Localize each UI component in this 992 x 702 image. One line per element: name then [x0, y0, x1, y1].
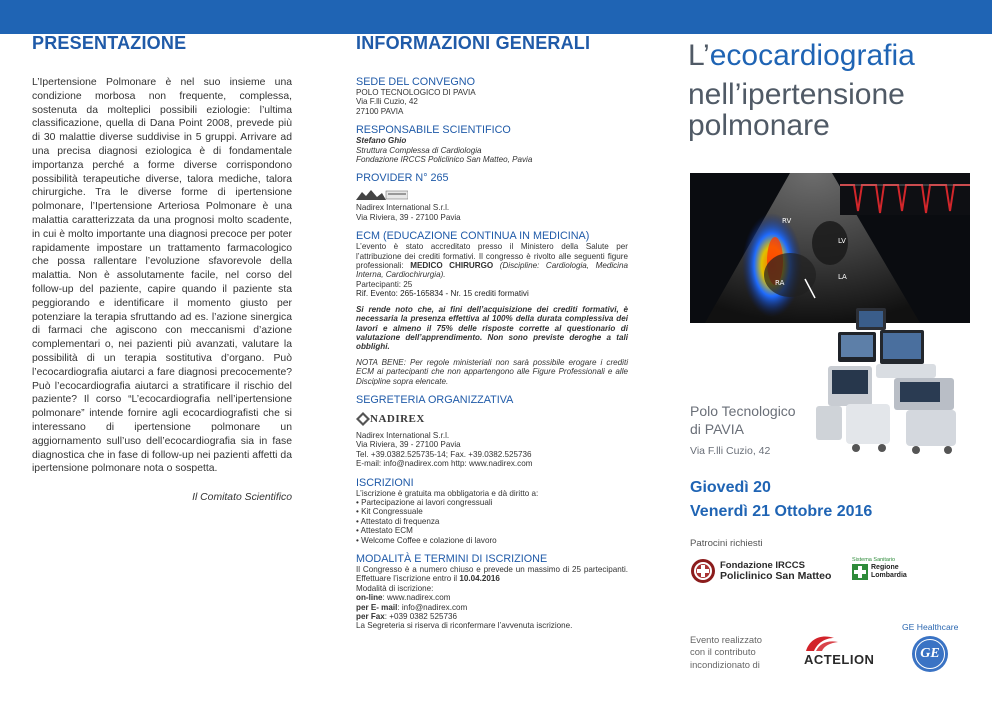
manager-line: Fondazione IRCCS Policlinico San Matteo, Pavia	[356, 155, 533, 165]
scientific-manager-section	[356, 124, 628, 164]
ge-healthcare-label: GE Healthcare	[902, 622, 959, 632]
list-item: • Welcome Coffee e colazione di lavoro	[356, 535, 497, 545]
event-dates	[690, 476, 872, 524]
actelion-swoosh-icon	[804, 634, 840, 652]
echo-label-rv: RV	[782, 217, 792, 225]
echocardiogram-image	[690, 173, 970, 323]
secretariat-line: Tel. +39.0382.525735-14; Fax. +39.0382.525736	[356, 449, 532, 459]
general-info-heading: INFORMAZIONI GENERALI	[356, 33, 591, 53]
cover-title: L’ecocardiografia	[688, 39, 915, 72]
nadirex-logo	[356, 409, 628, 429]
date-day-1: Giovedì 20	[690, 479, 771, 496]
fondazione-logo	[690, 558, 831, 584]
terms-line: Modalità di iscrizione:	[356, 583, 434, 593]
ecm-participants: Partecipanti: 25	[356, 279, 413, 289]
ecm-text: L’evento è stato accreditato presso il Ministero della Salute per l’attribuzione dei crediti formativi. Il congresso è rivolto alle seguenti figure professionali:	[356, 242, 628, 271]
ecm-notice: Si rende noto che, ai fini dell’acquisizione dei crediti formativi, è necessaria la presenza effettiva al 100% della durata complessiva dei lavori e almeno il 75% delle risposte corrette al questionario di valutazione dell’apprendimento. Non sono previste deroghe a tali obblighi.	[356, 304, 628, 352]
manager-line: Struttura Complessa di Cardiologia	[356, 145, 482, 155]
ecm-title: ECM (EDUCAZIONE CONTINUA IN MEDICINA)	[356, 230, 590, 243]
venue-line: Via F.lli Cuzio, 42	[356, 97, 418, 107]
secretariat-line: Via Riviera, 39 - 27100 Pavia	[356, 440, 461, 450]
provider-logo	[356, 187, 628, 201]
terms-title: MODALITÀ E TERMINI DI ISCRIZIONE	[356, 553, 548, 565]
registration-title: ISCRIZIONI	[356, 476, 414, 489]
terms-line: on-line: www.nadirex.com	[356, 593, 451, 603]
cover-title: polmonare	[688, 109, 830, 142]
terms-deadline: 10.04.2016	[459, 574, 500, 584]
fondazione-seal-icon	[690, 558, 716, 584]
date-day-2: Venerdì 21 Ottobre 2016	[690, 503, 873, 520]
ecm-paragraph	[356, 242, 628, 280]
ecm-nota-bene: NOTA BENE: Per regole ministeriali non sarà possibile erogare i crediti ECM ai partecipanti che non appartengono alle Figure Professionali e alle Discipline sopra elencate.	[356, 357, 628, 386]
patronage-label: Patrocini richiesti	[690, 538, 763, 549]
terms-section	[356, 553, 628, 631]
ecm-profession: MEDICO CHIRURGO	[410, 261, 494, 271]
regione-cross-icon	[852, 564, 868, 580]
venue-block	[690, 402, 840, 460]
actelion-text: ACTELION	[804, 652, 875, 667]
ecm-disciplines: (Discipline: Cardiologia, Medicina Interna, Cardiochirurgia).	[356, 261, 628, 280]
nadirex-logo-text: NADIREX	[370, 412, 425, 425]
terms-line: per Fax: +039 0382 525736	[356, 612, 458, 622]
ecm-section	[356, 230, 628, 386]
provider-title: PROVIDER N° 265	[356, 172, 449, 185]
scientific-manager-title: RESPONSABILE SCIENTIFICO	[356, 124, 511, 137]
venue-line: POLO TECNOLOGICO DI PAVIA	[356, 88, 476, 97]
venue-address: Via F.lli Cuzio, 42	[690, 445, 771, 457]
registration-section	[356, 477, 628, 545]
terms-text: Il Congresso è a numero chiuso e prevede un massimo di 25 partecipanti. Effettuare l’iscrizione entro il	[356, 565, 628, 584]
ecm-ref: Rif. Evento: 265-165834 - Nr. 15 crediti formativi	[356, 289, 529, 299]
signature: Il Comitato Scientifico	[192, 492, 292, 504]
regione-line2: Lombardia	[871, 572, 907, 579]
ge-logo-text: GE	[915, 639, 945, 669]
registration-intro: L’iscrizione è gratuita ma obbligatoria e dà diritto a:	[356, 488, 539, 498]
fondazione-line1: Fondazione IRCCS	[720, 560, 805, 571]
presentation-column	[32, 34, 292, 503]
echo-label-la: LA	[838, 273, 847, 281]
top-blue-bar	[0, 0, 992, 34]
terms-paragraph	[356, 565, 628, 584]
sponsor-note: Evento realizzato con il contributo incondizionato di	[690, 634, 762, 670]
ge-logo	[912, 636, 948, 672]
venue-title: SEDE DEL CONVEGNO	[356, 76, 475, 88]
manager-name: Stefano Ghio	[356, 136, 407, 146]
cover-column	[688, 40, 978, 141]
echo-scan-icon	[690, 173, 970, 323]
regione-logo	[852, 557, 907, 580]
venue-line: 27100 PAVIA	[356, 106, 404, 116]
secretariat-line: E-mail: info@nadirex.com http: www.nadirex.com	[356, 459, 533, 469]
list-item: • Kit Congressuale	[356, 507, 423, 517]
fondazione-line2: Policlinico San Matteo	[720, 570, 832, 582]
terms-line: per E- mail: info@nadirex.com	[356, 602, 468, 612]
provider-section	[356, 172, 628, 222]
provider-line: Via Riviera, 39 - 27100 Pavia	[356, 212, 461, 222]
venue-section	[356, 76, 628, 116]
echo-label-ra: RA	[775, 279, 785, 287]
nadirex-logo-icon	[356, 412, 370, 426]
presentation-text: L’Ipertensione Polmonare è nel suo insieme una condizione morbosa non frequente, complessa, sostenuta da molteplici possibili eziologie: l’ultima classificazione, quella di Dana Point 2008, prevede più di 30 malattie diverse suddivise in 5 gruppi. Arrivare ad una precisa diagnosi eziologica è di fondamentale importanza perché a forme diverse corrispondono possibilità terapeutiche diverse, talora mediche, talora chirurgiche. Tra le diverse forme di ipertensione polmonare, l’Ipertensione Arteriosa Polmonare è una malattia caratterizzata da una prognosi molto scadente, in cui è molto importante una diagnosi precoce per poter rapidamente impostare un trattamento farmacologico che possa rallentare l’evoluzione sfavorevole della malattia. Non è assolutamente facile, nel corso del follow-up del paziente, capire quando il paziente sta peggiorando e identificare il momento giusto per potenziare la terapia sfruttando ad es. l’azione sinergica di farmaci che agiscono con meccanismi d’azione complementari o, nei pazienti più avanzati, valutare la possibilità di un terapia sostitutiva d’organo. Può l’ecocardiografia aiutarci a fare diagnosi precocemente? Può l’ecocardiografia aiutarci a stratificare il rischio del paziente? Il corso “L’ecocardiografia nell’ipertensione polmonare” intende fornire agli ecocardiografisti che si interessano di ipertensione polmonare un aggiornamento sull’uso dell’ecocardiografia sia in fase diagnostica che in fase di follow-up nei pazienti affetti da ipertensione polmonare nota o sospetta.	[32, 77, 292, 475]
general-info-column	[356, 34, 628, 631]
regione-top-text: Sistema Sanitario	[852, 557, 896, 563]
venue-name: Polo Tecnologico	[690, 403, 796, 419]
cover-title: nell’ipertensione	[688, 78, 905, 111]
actelion-logo	[804, 634, 874, 667]
presentation-heading: PRESENTAZIONE	[32, 33, 187, 53]
regione-line1: Regione	[871, 564, 899, 571]
echo-label-lv: LV	[838, 237, 846, 245]
secretariat-section	[356, 394, 628, 469]
venue-city: di PAVIA	[690, 421, 744, 437]
list-item: • Attestato ECM	[356, 526, 413, 536]
provider-logo-icon	[356, 188, 408, 200]
secretariat-title: SEGRETERIA ORGANIZZATIVA	[356, 393, 514, 406]
list-item: • Attestato di frequenza	[356, 516, 440, 526]
list-item: • Partecipazione ai lavori congressuali	[356, 497, 493, 507]
terms-line: La Segreteria si riserva di riconfermare l’avvenuta iscrizione.	[356, 621, 573, 631]
provider-line: Nadirex International S.r.l.	[356, 203, 450, 213]
secretariat-line: Nadirex International S.r.l.	[356, 430, 450, 440]
